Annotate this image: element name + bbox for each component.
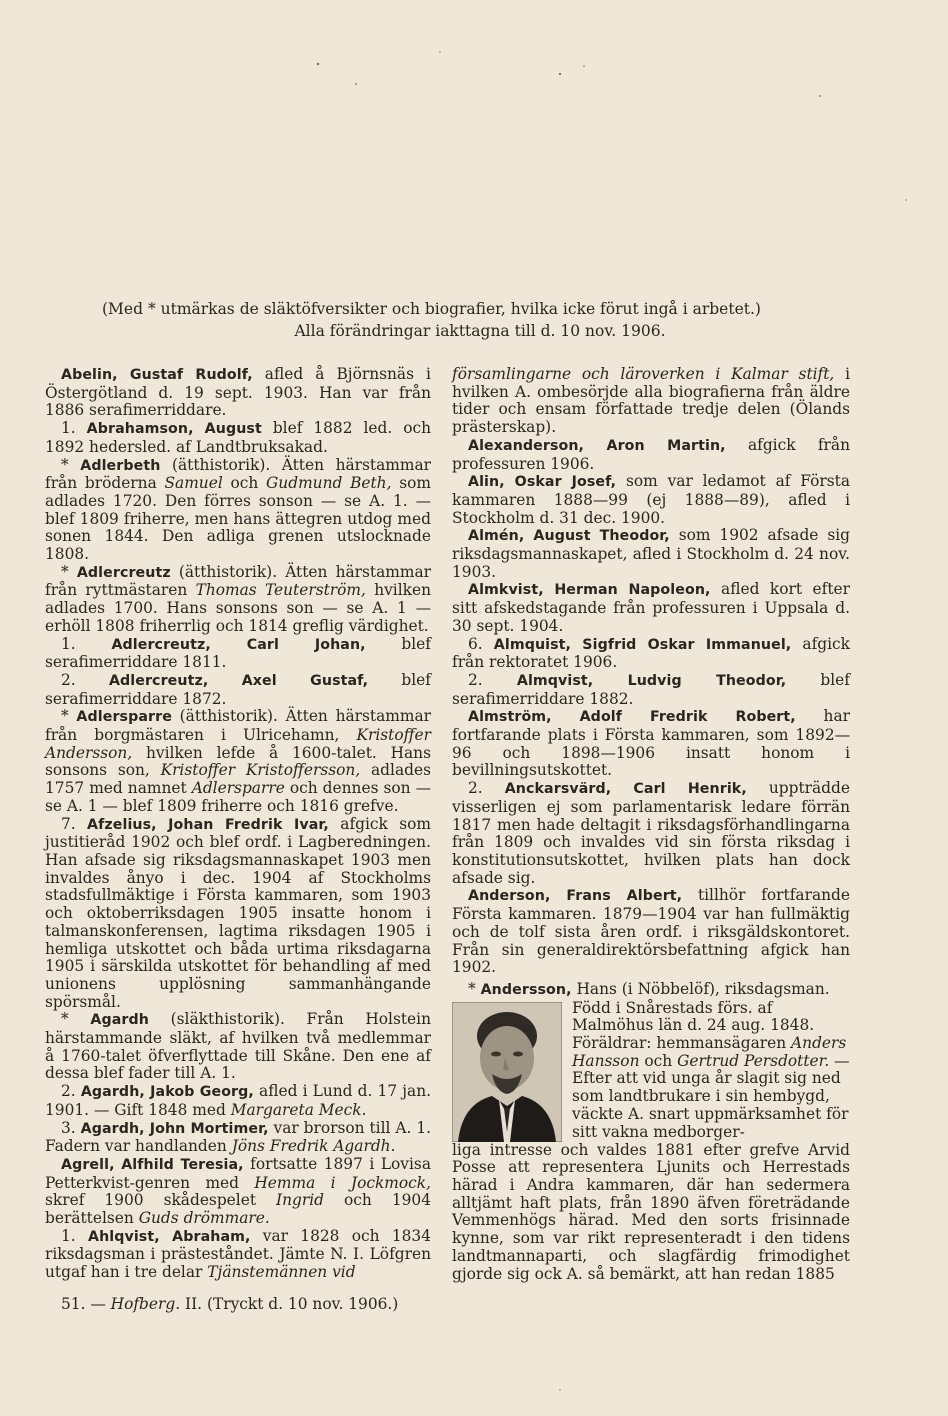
portrait-image: [452, 1002, 562, 1142]
entry-abrahamson: 1. Abrahamson, August blef 1882 led. och 1892 hedersled. af Landtbruksakad.: [45, 419, 431, 456]
entry-andersson-heading: * Andersson, Hans (i Nöbbelöf), riksdagsman.: [468, 979, 830, 998]
entry-alexanderson: Alexanderson, Aron Martin, afgick från professuren 1906.: [452, 435, 850, 473]
entry-andersson-continued: liga intresse och valdes 1881 efter grefve Arvid Posse att representera Ljunits och Herrestads härad i Andra kammaren, där han sedermera alltjämt haft plats, från 1890 äfven företrädande Vemmenhögs härad. Med den sorts frisinnade kynne, som var rikt representeradt i den tidens landtmannaparti, och slagfärdig frimodighet gjorde sig ock A. så bemärkt, att han redan 1885: [452, 1140, 850, 1283]
intro-notes: [60, 298, 900, 342]
entry-agardh-john-mortimer: 3. Agardh, John Mortimer, var brorson till A. 1. Fadern var handlanden Jöns Fredrik Agardh.: [45, 1118, 432, 1156]
entry-anckarsvard: 2. Anckarsvärd, Carl Henrik, uppträdde visserligen ej som parlamentarisk ledare förrän 1817 men hade deltagit i riksdagsförhandlingarna från 1809 och invaldes vid sin första riksdag i konstitutionsutskottet, hvilken plats han dock afsade sig.: [452, 779, 850, 887]
entry-alin: Alin, Oskar Josef, som var ledamot af Första kammaren 1888—99 (ej 1888—89), afled i Stockholm d. 31 dec. 1900.: [452, 472, 850, 527]
right-column: [452, 366, 850, 1285]
entry-almqvist: 2. Almqvist, Ludvig Theodor, blef serafimerriddare 1882.: [452, 670, 850, 708]
entry-almen: Almén, August Theodor, som 1902 afsade sig riksdagsmannaskapet, afled i Stockholm d. 24 nov. 1903.: [452, 526, 850, 581]
entry-almstrom: Almström, Adolf Fredrik Robert, har fortfarande plats i Första kammaren, som 1892—96 och 1898—1906 insatt honom i bevillningsutskottet.: [452, 707, 850, 780]
entry-adlersparre: * Adlersparre (ätthistorik). Ätten härstammar från borgmästaren i Ulricehamn, Kristoffer Andersson, hvilken lefde å 1600-talet. Hans sonsons son, Kristoffer Kristoffersson, adlades 1757 med namnet Adlersparre och dennes son — se A. 1 — blef 1809 friherre och 1816 grefve.: [45, 707, 431, 815]
entry-abelin: Abelin, Gustaf Rudolf, afled å Björnsnäs i Östergötland d. 19 sept. 1903. Han var från 1886 serafimerriddare.: [45, 365, 431, 420]
intro-line-2: Alla förändringar iakttagna till d. 10 nov. 1906.: [294, 322, 666, 340]
entry-agardh-jakob-georg: 2. Agardh, Jakob Georg, afled i Lund d. 17 jan. 1901. — Gift 1848 med Margareta Meck.: [45, 1082, 431, 1119]
entry-almquist: 6. Almquist, Sigfrid Oskar Immanuel, afgick från rektoratet 1906.: [452, 634, 850, 672]
left-column: [45, 366, 431, 1314]
portrait-side-text: Född i Snårestads förs. af Malmöhus län d. 24 aug. 1848. Föräldrar: hemmansägaren Anders Hansson och Gertrud Persdotter. — Efter att vid unga år slagit sig ned som landtbrukare i sin hembygd, väckte A. snart uppmärksamhet för sitt vakna medborger-: [572, 998, 850, 1141]
printer-imprint: 51. — Hofberg. II. (Tryckt d. 10 nov. 1906.): [61, 1294, 399, 1313]
entry-ahlqvist-continued: församlingarne och läroverken i Kalmar stift, i hvilken A. ombesörjde alla biografierna från äldre tider och ensam författade tredje delen (Ölands prästerskap).: [452, 365, 850, 437]
portrait-photo: [452, 1002, 562, 1142]
entry-agardh: * Agardh (släkthistorik). Från Holstein härstammande släkt, af hvilken två medlemmar å 1760-talet öfverflyttade till Skåne. Den ene af dessa blef fader till A. 1.: [45, 1010, 431, 1083]
entry-ahlqvist: 1. Ahlqvist, Abraham, var 1828 och 1834 riksdagsman i prästeståndet. Jämte N. I. Löfgren utgaf han i tre delar Tjänstemännen vid: [45, 1226, 432, 1282]
entry-adlerbeth: * Adlerbeth (ätthistorik). Ätten härstammar från bröderna Samuel och Gudmund Beth, som adlades 1720. Den förres sonson — se A. 1. — blef 1809 friherre, men hans ättegren utdog med sonen 1844. Den adliga grenen utslocknade 1808.: [45, 455, 431, 564]
portrait-block: [452, 1000, 850, 1142]
entry-andersson: [452, 981, 850, 1283]
entry-agrell: Agrell, Alfhild Teresia, fortsatte 1897 i Lovisa Petterkvist-genren med Hemma i Jockmock, skref 1900 skådespelet Ingrid och 1904 berättelsen Guds drömmare.: [45, 1154, 431, 1228]
entry-adlercreutz-carl-johan: 1. Adlercreutz, Carl Johan, blef serafimerriddare 1811.: [45, 634, 431, 672]
entry-anderson: Anderson, Frans Albert, tillhör fortfarande Första kammaren. 1879—1904 var han fullmäktig och de tolf sista åren ordf. i riksgäldskontoret. Från sin generaldirektörsbefattning afgick han 1902.: [452, 886, 850, 977]
entry-almkvist: Almkvist, Herman Napoleon, afled kort efter sitt afskedstagande från professuren i Uppsala d. 30 sept. 1904.: [452, 580, 851, 635]
entry-adlercreutz-axel-gustaf: 2. Adlercreutz, Axel Gustaf, blef serafimerriddare 1872.: [45, 670, 431, 708]
intro-line-1: (Med * utmärkas de släktöfversikter och biografier, hvilka icke förut ingå i arbetet.): [102, 300, 761, 318]
entry-afzelius: 7. Afzelius, Johan Fredrik Ivar, afgick som justitieråd 1902 och blef ordf. i Lagberedningen. Han afsade sig riksdagsmannaskapet 1903 men invaldes ånyo i dec. 1904 af Stockholms stadsfullmäktige i Första kammaren, som 1903 och oktoberriksdagen 1905 insatte honom i talmanskonferensen, lagtima riksdagen 1905 i hemliga utskottet och båda urtima riksdagarna 1905 i särskilda utskottet för behandling af med unionens upplösning sammanhängande spörsmål.: [45, 814, 431, 1011]
entry-adlercreutz: * Adlercreutz (ätthistorik). Ätten härstammar från ryttmästaren Thomas Teuterström, hvilken adlades 1700. Hans sonsons son — se A. 1 — erhöll 1808 friherrlig och 1814 greflig värdighet.: [45, 562, 431, 635]
